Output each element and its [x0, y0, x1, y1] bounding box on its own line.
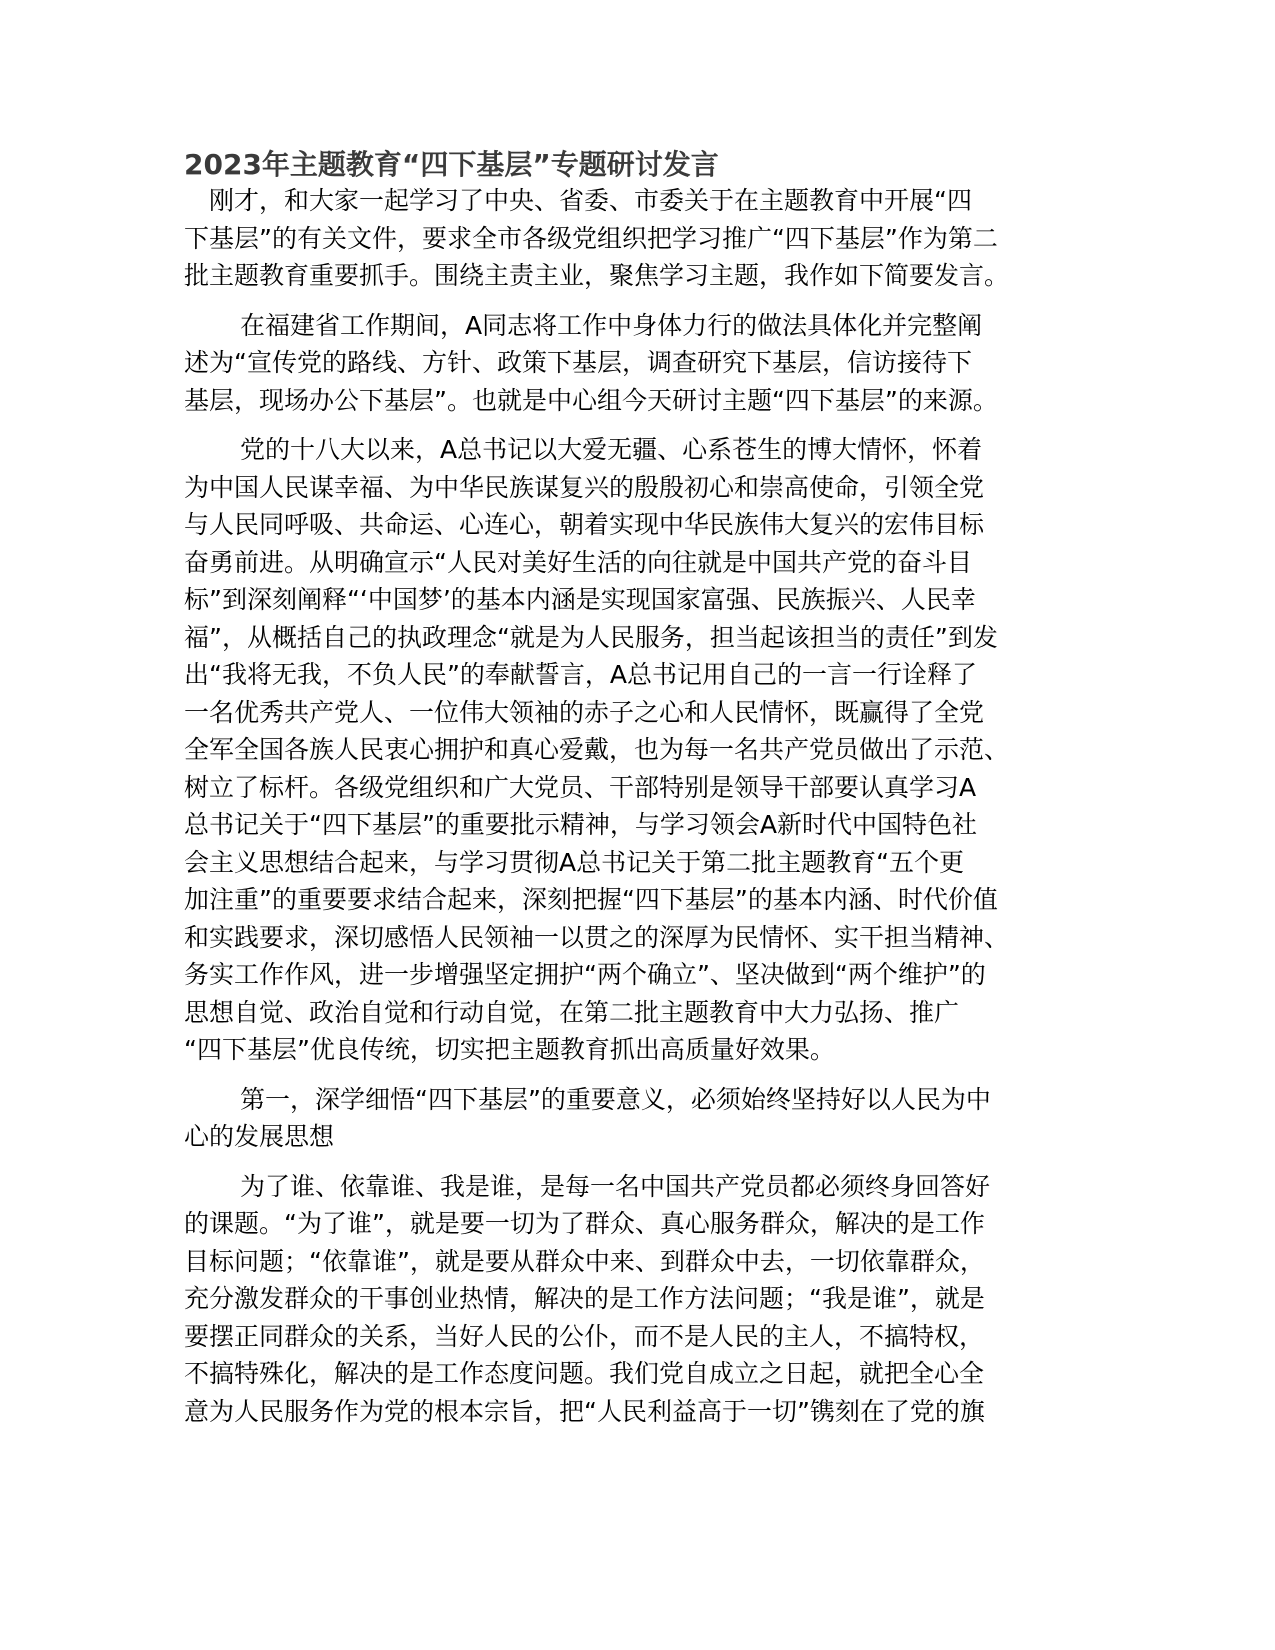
text-line: 总书记关于“四下基层”的重要批示精神，与学习领会A新时代中国特色社: [184, 810, 978, 839]
text-line: 充分激发群众的干事创业热情，解决的是工作方法问题；“我是谁”，就是: [184, 1284, 985, 1313]
text-line: 党的十八大以来，A总书记以大爱无疆、心系苍生的博大情怀，怀着: [240, 435, 983, 464]
paragraph: [184, 182, 1084, 295]
text-line: 福”，从概括自己的执政理念“就是为人民服务，担当起该担当的责任”到发: [184, 622, 998, 652]
text-line: 基层，现场办公下基层”。也就是中心组今天研讨主题“四下基层”的来源。: [184, 385, 998, 415]
text-line: 刚才，和大家一起学习了中央、省委、市委关于在主题教育中开展“四: [209, 186, 972, 215]
text-line: 全军全国各族人民衷心拥护和真心爱戴，也为每一名共产党员做出了示范、: [184, 735, 1010, 764]
text-line: 为了谁、依靠谁、我是谁，是每一名中国共产党员都必须终身回答好: [240, 1171, 991, 1201]
text-line: “四下基层”优良传统，切实把主题教育抓出高质量好效果。: [184, 1035, 835, 1064]
text-line: 意为人民服务作为党的根本宗旨，把“人民利益高于一切”镌刻在了党的旗: [184, 1396, 985, 1426]
text-line: 目标问题；“依靠谁”，就是要从群众中来、到群众中去，一切依靠群众，: [184, 1246, 985, 1276]
document-page: [184, 148, 1084, 1430]
text-line: 加注重”的重要要求结合起来，深刻把握“四下基层”的基本内涵、时代价值: [184, 885, 998, 914]
text-line: 与人民同呼吸、共命运、心连心，朝着实现中华民族伟大复兴的宏伟目标: [184, 510, 985, 539]
text-line: 不搞特殊化，解决的是工作态度问题。我们党自成立之日起，就把全心全: [184, 1359, 985, 1388]
text-line: 一名优秀共产党人、一位伟大领袖的赤子之心和人民情怀，既赢得了全党: [184, 697, 985, 727]
text-line: 要摆正同群众的关系，当好人民的公仆，而不是人民的主人，不搞特权，: [184, 1321, 985, 1351]
text-line: 会主义思想结合起来，与学习贯彻A总书记关于第二批主题教育“五个更: [184, 847, 965, 877]
document-title: 2023年主题教育“四下基层”专题研讨发言: [184, 148, 719, 181]
text-line: 为中国人民谋幸福、为中华民族谋复兴的殷殷初心和崇高使命，引领全党: [184, 472, 985, 502]
text-line: 下基层”的有关文件，要求全市各级党组织把学习推广“四下基层”作为第二: [184, 223, 998, 253]
text-line: 和实践要求，深切感悟人民领袖一以贯之的深厚为民情怀、实干担当精神、: [184, 922, 1010, 952]
text-line: 思想自觉、政治自觉和行动自觉，在第二批主题教育中大力弘扬、推广: [184, 997, 960, 1027]
text-line: 批主题教育重要抓手。围绕主责主业，聚焦学习主题，我作如下简要发言。: [184, 261, 1010, 290]
paragraph: [184, 1168, 1084, 1431]
text-line: 的课题。“为了谁”，就是要一切为了群众、真心服务群众，解决的是工作: [184, 1209, 985, 1238]
text-line: 标”到深刻阐释“‘中国梦’的基本内涵是实现国家富强、民族振兴、人民幸: [184, 585, 976, 614]
text-line: 心的发展思想: [184, 1122, 335, 1151]
text-line: 述为“宣传党的路线、方针、政策下基层，调查研究下基层，信访接待下: [184, 348, 972, 377]
text-line: 在福建省工作期间，A同志将工作中身体力行的做法具体化并完整阐: [240, 310, 983, 340]
text-line: 出“我将无我，不负人民”的奉献誓言，A总书记用自己的一言一行诠释了: [184, 660, 978, 689]
paragraph: [184, 431, 1084, 1069]
text-line: 树立了标杆。各级党组织和广大党员、干部特别是领导干部要认真学习A: [184, 772, 977, 802]
text-line: 奋勇前进。从明确宣示“人民对美好生活的向往就是中国共产党的奋斗目: [184, 547, 972, 577]
text-line: 务实工作作风，进一步增强坚定拥护“两个确立”、坚决做到“两个维护”的: [184, 960, 986, 989]
paragraph: [184, 307, 1084, 420]
section-heading-paragraph: [184, 1081, 1084, 1156]
text-line: 第一，深学细悟“四下基层”的重要意义，必须始终坚持好以人民为中: [240, 1084, 991, 1114]
